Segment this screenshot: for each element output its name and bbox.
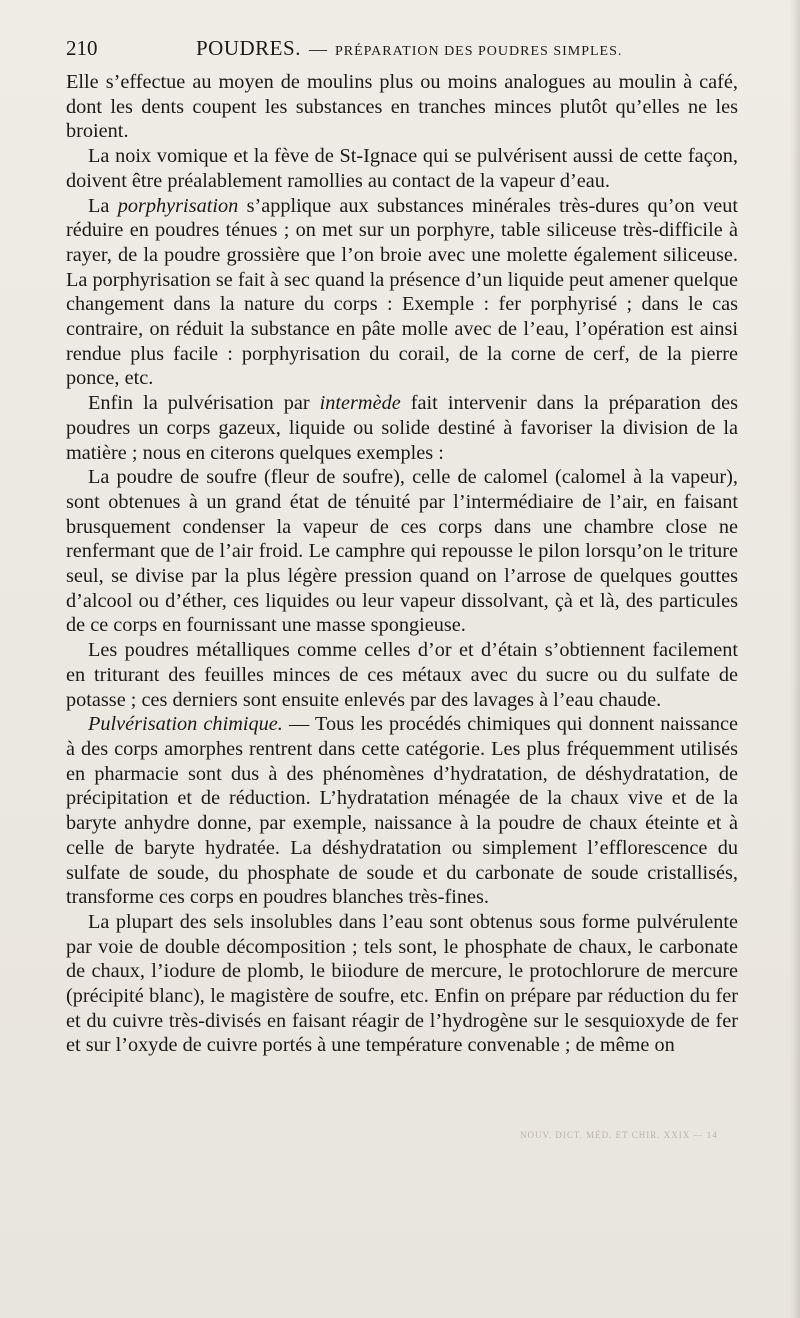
running-header xyxy=(66,36,740,66)
section-heading: Pulvérisation chimique. xyxy=(88,713,283,736)
paragraph: La noix vomique et la fève de St-Ignace qui se pulvérisent aussi de cette façon, doivent être préalablement ramollies au contact de la vapeur d’eau. xyxy=(66,145,738,192)
paragraph-text: fait intervenir dans la préparation des poudres un corps gazeux, liquide ou solide destiné à favoriser la division de la matière ; nous en citerons quelques exemples : xyxy=(66,392,738,464)
italic-term: porphyrisation xyxy=(117,194,239,217)
running-subtitle: PRÉPARATION DES POUDRES SIMPLES. xyxy=(334,44,623,59)
running-separator: — xyxy=(308,39,327,59)
page-body xyxy=(66,70,738,1058)
paragraph: La poudre de soufre (fleur de soufre), celle de calomel (calomel à la vapeur), sont obtenues à un grand état de ténuité par l’intermédiaire de l’air, en faisant brusquement condenser la vapeur de ces corps dans une chambre close ne renfermant que de l’air froid. Le camphre qui repousse le pilon lorsqu’on le triture seul, se divise par la plus légère pression quand on l’arrose de quelques gouttes d’alcool ou d’éther, ces liquides ou leur vapeur dissolvant, çà et là, des particules de ce corps en fournissant une masse spongieuse. xyxy=(66,466,738,637)
paragraph-text: s’applique aux substances minérales très-dures qu’on veut réduire en poudres ténues ; on met sur un porphyre, table siliceuse très-difficile à rayer, de la poudre grossière que l’on broie avec une molette également siliceuse. La porphyrisation se fait à sec quand la présence d’un liquide peut amener quelque changement dans la nature du corps : Exemple : fer porphyrisé ; dans le cas contraire, on réduit la substance en pâte molle avec de l’eau, l’opération est ainsi rendue plus facile : porphyrisation du corail, de la corne de cerf, de la pierre ponce, etc. xyxy=(66,194,738,390)
page-edge-shadow xyxy=(790,0,800,1318)
running-title: POUDRES. xyxy=(196,36,301,60)
paragraph: Elle s’effectue au moyen de moulins plus ou moins analogues au moulin à café, dont les dents coupent les substances en tranches minces plutôt qu’elles ne les broient. xyxy=(66,71,738,143)
paragraph-text: La xyxy=(88,194,118,217)
italic-term: intermède xyxy=(319,392,401,415)
paragraph xyxy=(66,712,738,910)
paragraph: Les poudres métalliques comme celles d’or et d’étain s’obtiennent facilement en triturant des feuilles minces de ces métaux avec du sucre ou du sulfate de potasse ; ces derniers sont ensuite enlevés par des lavages à l’eau chaude. xyxy=(66,639,738,711)
paragraph xyxy=(66,391,738,465)
paragraph-text: — Tous les procédés chimiques qui donnent naissance à des corps amorphes rentrent dans cette catégorie. Les plus fréquemment utilisés en pharmacie sont dus à des phénomènes d’hydratation, de déshydratation, de précipitation et de réduction. L’hydratation ménagée de la chaux vive et de la baryte anhydre donne, par exemple, naissance à la poudre de chaux éteinte et à celle de baryte hydratée. La déshydratation ou simplement l’efflorescence du sulfate de soude, du phosphate de soude et du carbonate de soude cristallisés, transforme ces corps en poudres blanches très-fines. xyxy=(66,713,738,909)
paragraph xyxy=(66,194,738,392)
paragraph: La plupart des sels insolubles dans l’eau sont obtenus sous forme pulvérulente par voie de double décomposition ; tels sont, le phosphate de chaux, le carbonate de chaux, l’iodure de plomb, le biiodure de mercure, le protochlorure de mercure (précipité blanc), le magistère de soufre, etc. Enfin on prépare par réduction du fer et du cuivre très-divisés en faisant réagir de l’hydrogène sur le sesquioxyde de fer et sur l’oxyde de cuivre portés à une température convenable ; de même on xyxy=(66,910,738,1057)
paragraph-text: Enfin la pulvérisation par xyxy=(88,392,320,415)
page-number: 210 xyxy=(66,36,98,60)
bleed-through-footer: NOUV. DICT. MÉD. ET CHIR. XXIX — 14 xyxy=(520,1130,718,1140)
